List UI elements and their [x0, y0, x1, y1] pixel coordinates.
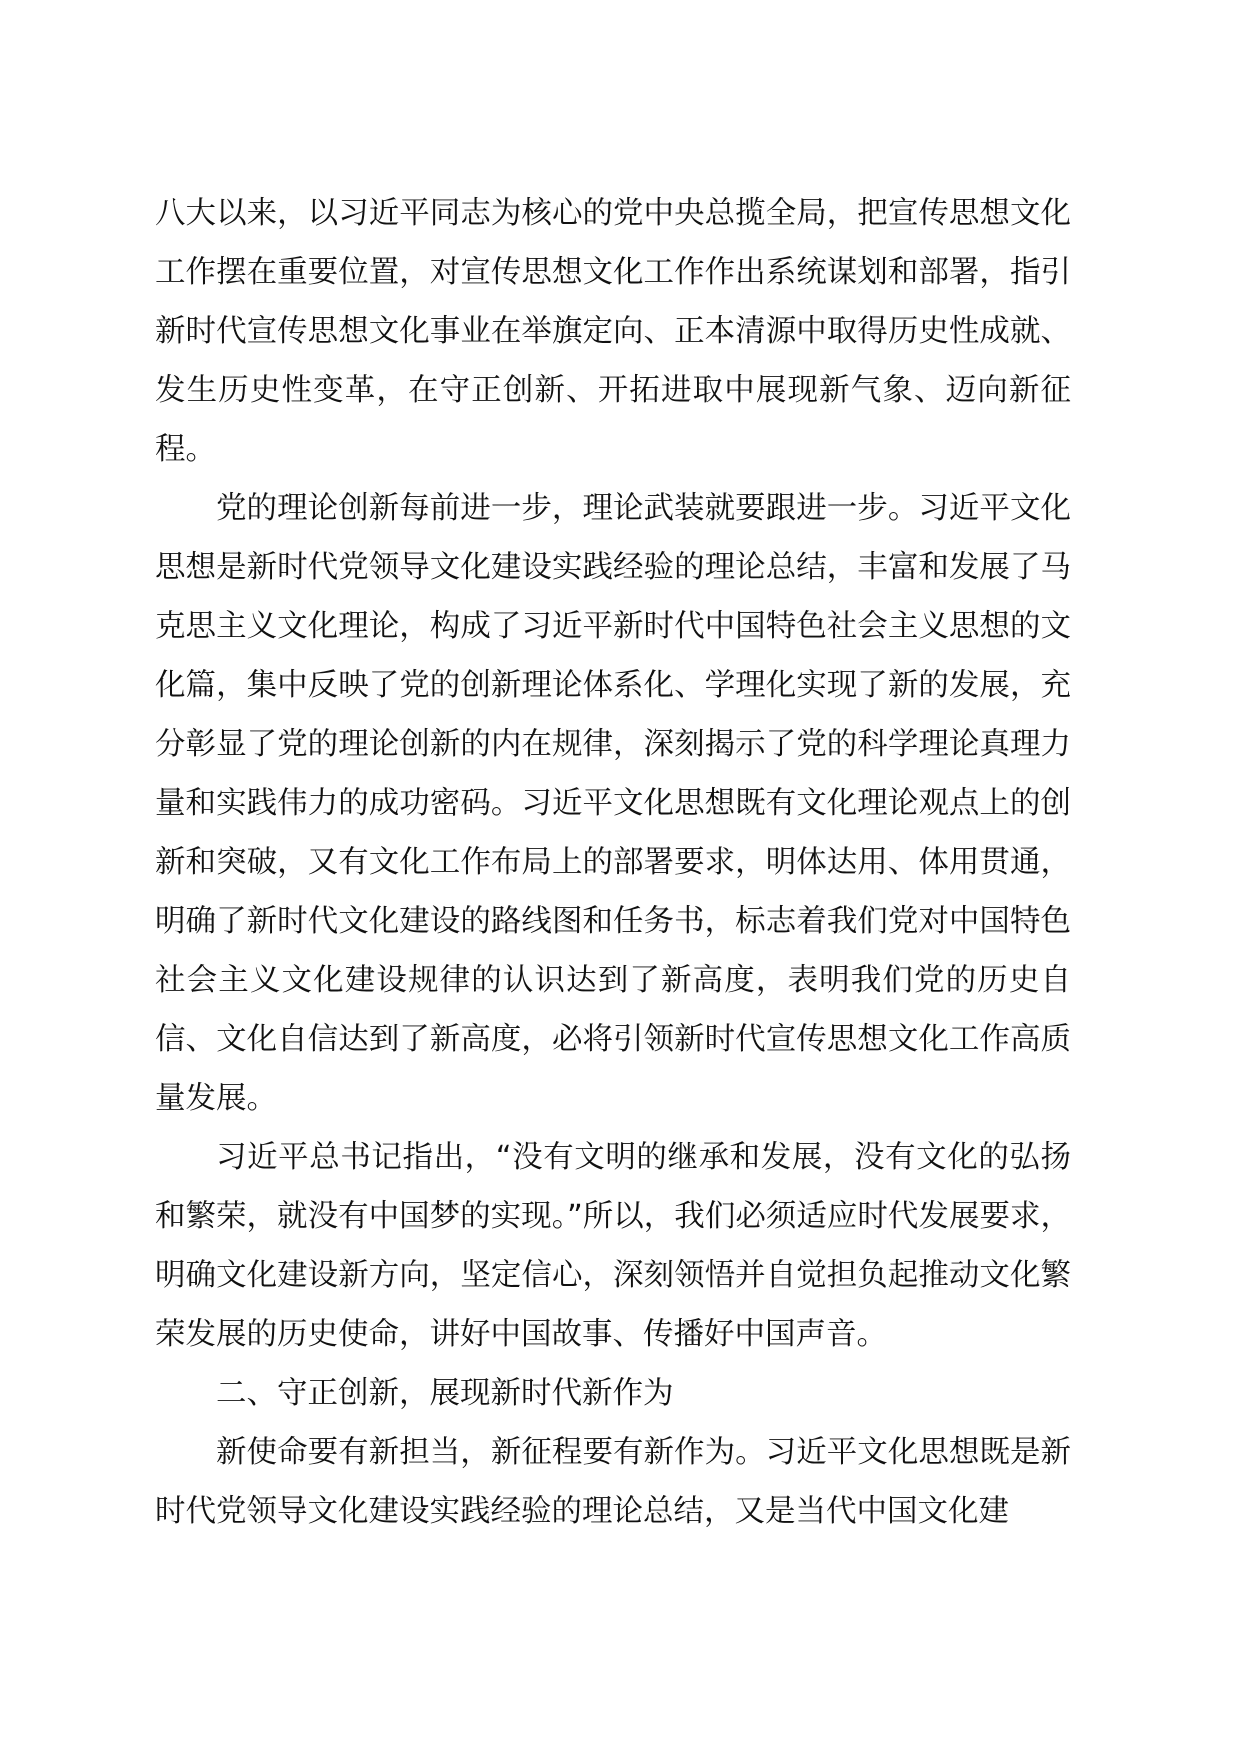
section-heading: 二、守正创新，展现新时代新作为: [216, 1376, 674, 1411]
paragraph-quote: 习近平总书记指出，“没有文明的继承和发展，没有文化的弘扬和繁荣，就没有中国梦的实现。”所以，我们必须适应时代发展要求，明确文化建设新方向，坚定信心，深刻领悟并自觉担负起推动文化繁荣发展的历史使命，讲好中国故事、传播好中国声音。: [155, 1140, 1071, 1352]
paragraph-new-mission: 新使命要有新担当，新征程要有新作为。习近平文化思想既是新时代党领导文化建设实践经验的理论总结，又是当代中国文化建: [155, 1435, 1071, 1529]
paragraph-theory-innovation: 党的理论创新每前进一步，理论武装就要跟进一步。习近平文化思想是新时代党领导文化建设实践经验的理论总结，丰富和发展了马克思主义文化理论，构成了习近平新时代中国特色社会主义思想的文化篇，集中反映了党的创新理论体系化、学理化实现了新的发展，充分彰显了党的理论创新的内在规律，深刻揭示了党的科学理论真理力量和实践伟力的成功密码。习近平文化思想既有文化理论观点上的创新和突破，又有文化工作布局上的部署要求，明体达用、体用贯通，明确了新时代文化建设的路线图和任务书，标志着我们党对中国特色社会主义文化建设规律的认识达到了新高度，表明我们党的历史自信、文化自信达到了新高度，必将引领新时代宣传思想文化工作高质量发展。: [155, 491, 1071, 1116]
document-body: [155, 184, 1071, 1541]
paragraph-continuation: 八大以来，以习近平同志为核心的党中央总揽全局，把宣传思想文化工作摆在重要位置，对宣传思想文化工作作出系统谋划和部署，指引新时代宣传思想文化事业在举旗定向、正本清源中取得历史性成就、发生历史性变革，在守正创新、开拓进取中展现新气象、迈向新征程。: [155, 196, 1071, 467]
